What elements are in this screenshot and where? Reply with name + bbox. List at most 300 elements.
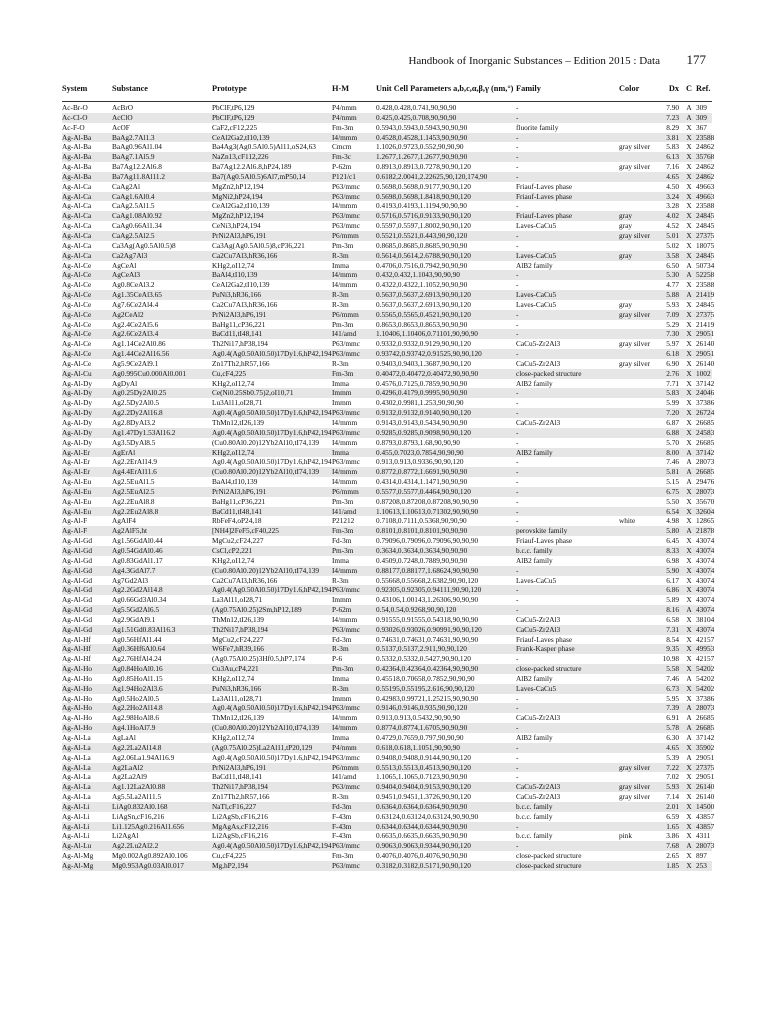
cell-unit-cell: 0.9132,0.9132,0.9140,90,90,120 bbox=[376, 408, 471, 418]
cell-c: A bbox=[686, 673, 692, 683]
cell-unit-cell: 0.63124,0.63124,0.63124,90,90,90 bbox=[376, 811, 479, 821]
cell-ref: 42157 bbox=[696, 634, 715, 644]
cell-dx: 6.59 bbox=[666, 811, 679, 821]
cell-family: - bbox=[516, 703, 519, 713]
cell-family: AlB2 family bbox=[516, 673, 553, 683]
cell-c: X bbox=[686, 319, 692, 329]
cell-prototype: Th2Ni17,hP38,194 bbox=[212, 782, 268, 792]
cell-c: X bbox=[686, 792, 692, 802]
cell-hm: P63/mmc bbox=[332, 181, 360, 191]
cell-substance: Ag1.94Ho2Al3.6 bbox=[112, 683, 163, 693]
cell-ref: 24845 bbox=[696, 299, 715, 309]
cell-prototype: CeAl2Ga2,tI10,139 bbox=[212, 201, 270, 211]
cell-prototype: KHg2,oI12,74 bbox=[212, 260, 255, 270]
cell-prototype: Ag0.4(Ag0.50Al0.50)17Dy1.6,hP42,194 bbox=[212, 841, 332, 851]
cell-dx: 4.52 bbox=[666, 221, 679, 231]
cell-prototype: BaHg11,cP36,221 bbox=[212, 496, 266, 506]
cell-prototype: MgCu2,cF24,227 bbox=[212, 634, 264, 644]
cell-unit-cell: 0.5943,0.5943,0.5943,90,90,90 bbox=[376, 122, 468, 132]
cell-system: Ag-Al-F bbox=[62, 516, 88, 526]
cell-substance: CaAg2.5Al2.5 bbox=[112, 230, 155, 240]
cell-unit-cell: 0.79096,0.79096,0.79096,90,90,90 bbox=[376, 536, 479, 546]
cell-substance: Ag3.5DyAl8.5 bbox=[112, 437, 156, 447]
cell-color: white bbox=[619, 516, 636, 526]
cell-system: Ag-Al-Ba bbox=[62, 152, 92, 162]
cell-c: A bbox=[686, 260, 692, 270]
cell-dx: 5.58 bbox=[666, 664, 679, 674]
cell-substance: Ag0.83GdAl1.17 bbox=[112, 555, 163, 565]
cell-unit-cell: 0.55195,0.55195,2.616,90,90,120 bbox=[376, 683, 475, 693]
cell-color: gray silver bbox=[619, 142, 651, 152]
cell-system: Ag-Al-Dy bbox=[62, 418, 92, 427]
cell-unit-cell: 0.4314,0.4314,1.1471,90,90,90 bbox=[376, 477, 468, 487]
cell-c: X bbox=[686, 240, 692, 250]
cell-prototype: La3Al11,oI28,71 bbox=[212, 693, 262, 703]
cell-c: X bbox=[686, 811, 692, 821]
cell-ref: 26685 bbox=[696, 723, 715, 733]
cell-c: X bbox=[686, 122, 692, 132]
cell-unit-cell: 0.45518,0.70658,0.7852,90,90,90 bbox=[376, 673, 475, 683]
table-row bbox=[62, 742, 715, 753]
cell-unit-cell: 0.4193,0.4193,1.1194,90,90,90 bbox=[376, 201, 467, 211]
cell-dx: 8.00 bbox=[666, 447, 679, 457]
cell-system: Ac-F-O bbox=[62, 122, 85, 132]
cell-ref: 29051 bbox=[696, 329, 715, 339]
cell-ref: 28073 bbox=[696, 703, 715, 713]
cell-substance: AcBrO bbox=[112, 103, 134, 112]
table-row bbox=[62, 447, 715, 458]
cell-prototype: KHg2,oI12,74 bbox=[212, 378, 255, 388]
cell-prototype: ThMn12,tI26,139 bbox=[212, 614, 264, 624]
cell-hm: Pm-3m bbox=[332, 545, 354, 555]
cell-system: Ag-Al-Gd bbox=[62, 575, 92, 585]
cell-ref: 26685 bbox=[696, 713, 715, 723]
cell-dx: 3.58 bbox=[666, 250, 679, 260]
cell-unit-cell: 0.425,0.425,0.708,90,90,90 bbox=[376, 112, 457, 122]
cell-hm: I4/mmm bbox=[332, 437, 358, 447]
cell-hm: R-3m bbox=[332, 299, 349, 309]
cell-unit-cell: 0.9451,0.9451,1.3726,90,90,120 bbox=[376, 792, 471, 802]
table-row bbox=[62, 201, 715, 211]
cell-unit-cell: 0.42364,0.42364,0.42364,90,90,90 bbox=[376, 664, 479, 674]
cell-hm: I4/mmm bbox=[332, 723, 358, 733]
cell-dx: 4.98 bbox=[666, 516, 679, 526]
cell-c: A bbox=[686, 723, 692, 733]
cell-family: - bbox=[516, 752, 519, 762]
cell-unit-cell: 0.5137,0.5137,2.911,90,90,120 bbox=[376, 644, 467, 654]
cell-color: gray silver bbox=[619, 309, 651, 319]
cell-c: X bbox=[686, 427, 692, 437]
cell-ref: 26685 bbox=[696, 467, 715, 477]
cell-ref: 27375 bbox=[696, 762, 715, 772]
cell-prototype: Ce(Ni0.25Sb0.75)2,oI10,71 bbox=[212, 388, 294, 398]
table-row bbox=[62, 457, 715, 467]
cell-substance: Ag0.54GdAl0.46 bbox=[112, 545, 163, 555]
table-row bbox=[62, 506, 715, 517]
table-row bbox=[62, 673, 715, 684]
cell-hm: Pm-3m bbox=[332, 240, 354, 250]
cell-substance: Ag4.1HoAl7.9 bbox=[112, 723, 156, 733]
table-row bbox=[62, 496, 715, 507]
cell-substance: Ag0.36Hf6Al0.64 bbox=[112, 644, 166, 654]
cell-family: b.c.c. family bbox=[516, 545, 553, 555]
cell-ref: 1002 bbox=[696, 368, 711, 378]
table-row bbox=[62, 664, 715, 674]
table-row bbox=[62, 811, 715, 822]
cell-c: X bbox=[686, 801, 692, 811]
cell-dx: 6.88 bbox=[666, 427, 679, 437]
cell-hm: Fd-3m bbox=[332, 801, 352, 811]
cell-system: Ag-Al-Ho bbox=[62, 683, 92, 693]
cell-c: X bbox=[686, 221, 692, 231]
table-row bbox=[62, 654, 715, 664]
cell-unit-cell: 0.5332,0.5332,0.5427,90,90,120 bbox=[376, 654, 471, 664]
table-row bbox=[62, 408, 715, 418]
cell-prototype: RbFeF4,oP24,18 bbox=[212, 516, 262, 526]
cell-dx: 6.17 bbox=[666, 575, 679, 585]
cell-ref: 54202 bbox=[696, 664, 715, 674]
cell-ref: 12865 bbox=[696, 516, 715, 526]
cell-color: pink bbox=[619, 831, 632, 841]
table-row bbox=[62, 575, 715, 586]
cell-substance: Ag2.5Dy2Al0.5 bbox=[112, 398, 160, 408]
cell-c: A bbox=[686, 703, 692, 713]
cell-c: A bbox=[686, 733, 692, 742]
cell-unit-cell: 0.42983,0.99721,1.25215,90,90,90 bbox=[376, 693, 479, 703]
cell-unit-cell: 0.55668,0.55668,2.6382,90,90,120 bbox=[376, 575, 479, 585]
cell-system: Ag-Al-La bbox=[62, 742, 91, 752]
cell-prototype: KHg2,oI12,74 bbox=[212, 673, 255, 683]
cell-substance: Ag2.2La2Al14.8 bbox=[112, 742, 162, 752]
cell-ref: 24583 bbox=[696, 427, 715, 437]
cell-unit-cell: 0.54,0.54,0.9268,90,90,120 bbox=[376, 605, 457, 615]
cell-dx: 5.99 bbox=[666, 398, 679, 408]
cell-substance: CaAg1.08Al0.92 bbox=[112, 211, 162, 221]
cell-color: gray silver bbox=[619, 762, 651, 772]
cell-system: Ag-Al-Ce bbox=[62, 290, 92, 300]
table-row bbox=[62, 782, 715, 792]
cell-ref: 37386 bbox=[696, 398, 715, 408]
cell-family: - bbox=[516, 201, 519, 211]
cell-c: X bbox=[686, 545, 692, 555]
cell-dx: 5.88 bbox=[666, 290, 679, 300]
table-row bbox=[62, 733, 715, 743]
cell-prototype: W6Fe7,hR39,166 bbox=[212, 644, 264, 654]
cell-dx: 6.58 bbox=[666, 614, 679, 624]
cell-prototype: CeNi3,hP24,194 bbox=[212, 221, 261, 231]
cell-substance: Ag0.995Cu0.000Al0.001 bbox=[112, 368, 186, 378]
cell-c: X bbox=[686, 418, 692, 427]
cell-unit-cell: 0.432,0.432,1.1043,90,90,90 bbox=[376, 270, 460, 280]
cell-c: X bbox=[686, 536, 692, 546]
cell-system: Ag-Al-Gd bbox=[62, 624, 92, 634]
cell-unit-cell: 0.88177,0.88177,1.68624,90,90,90 bbox=[376, 565, 479, 575]
table-row bbox=[62, 113, 712, 123]
cell-family: - bbox=[516, 240, 519, 250]
cell-c: X bbox=[686, 299, 692, 309]
cell-hm: P-6 bbox=[332, 654, 343, 664]
cell-dx: 6.13 bbox=[666, 152, 679, 162]
cell-unit-cell: 0.9332,0.9332,0.9129,90,90,120 bbox=[376, 339, 471, 349]
cell-ref: 26140 bbox=[696, 358, 715, 368]
cell-unit-cell: 0.4528,0.4528,1.1453,90,90,90 bbox=[376, 132, 468, 142]
cell-family: - bbox=[516, 654, 519, 664]
cell-dx: 3.28 bbox=[666, 201, 679, 211]
cell-c: X bbox=[686, 782, 692, 792]
cell-family: - bbox=[516, 132, 519, 142]
cell-ref: 24845 bbox=[696, 211, 715, 221]
cell-dx: 7.46 bbox=[666, 673, 679, 683]
cell-system: Ag-Al-Er bbox=[62, 447, 90, 457]
table-row bbox=[62, 536, 715, 546]
cell-dx: 9.35 bbox=[666, 644, 679, 654]
cell-system: Ag-Al-Eu bbox=[62, 477, 92, 487]
cell-unit-cell: 0.9403,0.9403,1.3687,90,90,120 bbox=[376, 358, 471, 368]
cell-prototype: MgZn2,hP12,194 bbox=[212, 211, 264, 221]
cell-unit-cell: 0.5597,0.5597,1.8002,90,90,120 bbox=[376, 221, 471, 231]
cell-ref: 26140 bbox=[696, 792, 715, 802]
cell-unit-cell: 0.5565,0.5565,0.4521,90,90,120 bbox=[376, 309, 471, 319]
cell-dx: 7.16 bbox=[666, 162, 679, 172]
cell-prototype: (Cu0.80Al0.20)12Yb2Al10,tI74,139 bbox=[212, 723, 320, 733]
cell-unit-cell: 0.6635,0.6635,0.6635,90,90,90 bbox=[376, 831, 468, 841]
cell-prototype: PuNi3,hR36,166 bbox=[212, 683, 262, 693]
cell-prototype: NaTl,cF16,227 bbox=[212, 801, 257, 811]
cell-substance: Ag0.56HfAl1.44 bbox=[112, 634, 162, 644]
cell-ref: 26685 bbox=[696, 437, 715, 447]
cell-c: X bbox=[686, 742, 692, 752]
cell-prototype: BaCd11,tI48,141 bbox=[212, 329, 262, 339]
cell-family: - bbox=[516, 585, 519, 595]
cell-c: X bbox=[686, 132, 692, 142]
cell-prototype: Cu,cF4,225 bbox=[212, 368, 247, 378]
cell-ref: 38104 bbox=[696, 614, 715, 624]
cell-system: Ag-Al-Ce bbox=[62, 299, 92, 309]
cell-family: close-packed structure bbox=[516, 860, 582, 870]
cell-system: Ac-Cl-O bbox=[62, 112, 88, 122]
cell-dx: 6.18 bbox=[666, 349, 679, 359]
cell-dx: 1.65 bbox=[666, 821, 679, 831]
cell-prototype: (Cu0.80Al0.20)12Yb2Al10,tI74,139 bbox=[212, 467, 320, 477]
cell-dx: 7.09 bbox=[666, 309, 679, 319]
cell-system: Ag-Al-Ca bbox=[62, 191, 92, 201]
cell-substance: Li1.125Ag0.216Al1.656 bbox=[112, 821, 184, 831]
cell-ref: 23588 bbox=[696, 201, 715, 211]
cell-color: gray bbox=[619, 250, 632, 260]
cell-c: A bbox=[686, 457, 692, 467]
cell-c: X bbox=[686, 624, 692, 634]
cell-dx: 4.77 bbox=[666, 280, 679, 290]
cell-hm: P63/mmc bbox=[332, 703, 360, 713]
cell-family: - bbox=[516, 605, 519, 615]
cell-color: gray silver bbox=[619, 792, 651, 802]
cell-system: Ag-Al-Hf bbox=[62, 634, 91, 644]
cell-hm: P63/mmc bbox=[332, 457, 360, 467]
cell-system: Ag-Al-Gd bbox=[62, 595, 92, 605]
cell-unit-cell: 0.9408,0.9408,0.9144,90,90,120 bbox=[376, 752, 471, 762]
cell-dx: 5.29 bbox=[666, 319, 679, 329]
table-row bbox=[62, 605, 715, 615]
cell-family: AlB2 family bbox=[516, 733, 553, 742]
cell-c: X bbox=[686, 191, 692, 201]
col-system: System bbox=[62, 84, 88, 93]
cell-color: gray silver bbox=[619, 339, 651, 349]
cell-dx: 7.22 bbox=[666, 762, 679, 772]
table-row bbox=[62, 211, 715, 221]
cell-hm: P63/mmc bbox=[332, 752, 360, 762]
cell-substance: Ag2.2ErAl14.9 bbox=[112, 457, 157, 467]
table-row bbox=[62, 555, 715, 566]
cell-dx: 10.98 bbox=[662, 654, 679, 664]
cell-dx: 4.50 bbox=[666, 181, 679, 191]
cell-ref: 367 bbox=[696, 122, 707, 132]
cell-c: X bbox=[686, 683, 692, 693]
cell-c: X bbox=[686, 152, 692, 162]
cell-system: Ag-Al-Dy bbox=[62, 427, 92, 437]
cell-prototype: PbClF,tP6,129 bbox=[212, 112, 255, 122]
cell-hm: Cmcm bbox=[332, 142, 352, 152]
cell-family: - bbox=[516, 270, 519, 280]
cell-dx: 2.76 bbox=[666, 368, 679, 378]
cell-prototype: (Ag0.75Al0.25)3Hf0.5,hP7,174 bbox=[212, 654, 306, 664]
cell-family: - bbox=[516, 693, 519, 703]
cell-system: Ag-Al-Eu bbox=[62, 486, 92, 496]
cell-system: Ag-Al-Ce bbox=[62, 280, 92, 290]
table-row bbox=[62, 329, 715, 339]
cell-hm: Fm-3m bbox=[332, 526, 354, 536]
cell-hm: I4/mmm bbox=[332, 280, 358, 290]
cell-prototype: CeAl2Ga2,tI10,139 bbox=[212, 132, 270, 142]
cell-substance: Ca3Ag(Ag0.5Al0.5)8 bbox=[112, 240, 176, 250]
cell-system: Ag-Al-Gd bbox=[62, 605, 92, 615]
table-row bbox=[62, 841, 715, 851]
cell-unit-cell: 0.74631,0.74631,0.74631,90,90,90 bbox=[376, 634, 479, 644]
cell-substance: Ag2.9GdAl9.1 bbox=[112, 614, 156, 624]
cell-c: X bbox=[686, 575, 692, 585]
cell-ref: 18075 bbox=[696, 240, 715, 250]
cell-ref: 28073 bbox=[696, 457, 715, 467]
cell-hm: I41/amd bbox=[332, 329, 357, 339]
cell-prototype: Ca2Cu7Al3,hR36,166 bbox=[212, 299, 278, 309]
cell-system: Ag-Al-Dy bbox=[62, 388, 92, 398]
cell-system: Ag-Al-Gd bbox=[62, 585, 92, 595]
cell-c: X bbox=[686, 565, 692, 575]
cell-c: X bbox=[686, 821, 692, 831]
cell-ref: 29051 bbox=[696, 349, 715, 359]
cell-unit-cell: 0.4076,0.4076,0.4076,90,90,90 bbox=[376, 851, 468, 861]
cell-ref: 35902 bbox=[696, 742, 715, 752]
table-row bbox=[62, 369, 712, 379]
table-row bbox=[62, 427, 715, 438]
cell-c: X bbox=[686, 171, 692, 181]
cell-system: Ag-Al-Dy bbox=[62, 378, 92, 388]
cell-dx: 7.20 bbox=[666, 408, 679, 418]
cell-substance: LiAgSn,cF16,216 bbox=[112, 811, 165, 821]
cell-prototype: Zn17Th2,hR57,166 bbox=[212, 792, 270, 802]
cell-ref: 897 bbox=[696, 851, 707, 861]
cell-system: Ag-Al-Ba bbox=[62, 162, 92, 172]
cell-substance: LiAg0.832Al0.168 bbox=[112, 801, 168, 811]
cell-unit-cell: 0.4302,0.9981,1.253,90,90,90 bbox=[376, 398, 464, 408]
cell-hm: F-43m bbox=[332, 821, 352, 831]
cell-prototype: MgNi2,hP24,194 bbox=[212, 191, 263, 201]
cell-prototype: BaAl4,tI10,139 bbox=[212, 270, 258, 280]
cell-unit-cell: 0.8653,0.8653,0.8653,90,90,90 bbox=[376, 319, 468, 329]
cell-c: A bbox=[686, 467, 692, 477]
cell-ref: 21419 bbox=[696, 290, 715, 300]
cell-hm: I4/mmm bbox=[332, 477, 358, 487]
cell-hm: P4/nmm bbox=[332, 742, 357, 752]
cell-hm: P63/mmc bbox=[332, 191, 360, 201]
cell-family: Laves-CaCu5 bbox=[516, 221, 557, 231]
cell-family: Friauf-Laves phase bbox=[516, 634, 573, 644]
table-row bbox=[62, 792, 715, 802]
cell-dx: 6.45 bbox=[666, 536, 679, 546]
cell-c: A bbox=[686, 112, 692, 122]
cell-family: CaCu5-Zr2Al3 bbox=[516, 339, 561, 349]
cell-ref: 35768 bbox=[696, 152, 715, 162]
table-row bbox=[62, 349, 715, 359]
cell-ref: 24862 bbox=[696, 162, 715, 172]
cell-c: A bbox=[686, 477, 692, 487]
cell-family: Laves-CaCu5 bbox=[516, 250, 557, 260]
cell-family: - bbox=[516, 506, 519, 516]
cell-hm: Immm bbox=[332, 398, 352, 408]
cell-c: X bbox=[686, 211, 692, 221]
cell-system: Ag-Al-Dy bbox=[62, 437, 92, 447]
cell-ref: 50734 bbox=[696, 260, 715, 270]
cell-system: Ag-Al-Ho bbox=[62, 723, 92, 733]
cell-substance: Ag1.44Ce2Al16.56 bbox=[112, 349, 170, 359]
cell-ref: 27375 bbox=[696, 309, 715, 319]
cell-prototype: Cu,cF4,225 bbox=[212, 851, 247, 861]
cell-unit-cell: 1.1065,1.1065,0.7123,90,90,90 bbox=[376, 772, 468, 782]
cell-system: Ag-Al-Gd bbox=[62, 555, 92, 565]
table-row bbox=[62, 467, 715, 477]
cell-c: A bbox=[686, 605, 692, 615]
cell-system: Ac-Br-O bbox=[62, 103, 88, 112]
cell-hm: Imma bbox=[332, 733, 350, 742]
cell-dx: 7.39 bbox=[666, 703, 679, 713]
cell-c: X bbox=[686, 398, 692, 408]
cell-hm: P6/mmm bbox=[332, 486, 359, 496]
cell-family: - bbox=[516, 103, 519, 112]
cell-family: close-packed structure bbox=[516, 664, 582, 674]
cell-hm: P63/mmc bbox=[332, 349, 360, 359]
cell-substance: Ag1.12La2Al0.88 bbox=[112, 782, 166, 792]
cell-hm: P63/mmc bbox=[332, 211, 360, 221]
cell-prototype: ThMn12,tI26,139 bbox=[212, 418, 264, 427]
cell-substance: Ag0.5Ho2Al0.5 bbox=[112, 693, 160, 703]
cell-dx: 5.50 bbox=[666, 496, 679, 506]
cell-hm: I4/mmm bbox=[332, 614, 358, 624]
cell-ref: 43074 bbox=[696, 624, 715, 634]
cell-system: Ag-Al-Li bbox=[62, 821, 90, 831]
cell-ref: 37142 bbox=[696, 447, 715, 457]
cell-c: X bbox=[686, 664, 692, 674]
cell-prototype: PrNi2Al3,hP6,191 bbox=[212, 486, 267, 496]
table-row bbox=[62, 378, 715, 389]
table-row bbox=[62, 437, 715, 448]
cell-unit-cell: 0.5614,0.5614,2.6788,90,90,120 bbox=[376, 250, 471, 260]
cell-dx: 5.83 bbox=[666, 142, 679, 152]
cell-unit-cell: 0.8913,0.8913,0.7278,90,90,120 bbox=[376, 162, 471, 172]
cell-hm: Fm-3m bbox=[332, 122, 354, 132]
table-row bbox=[62, 644, 715, 654]
cell-dx: 7.90 bbox=[666, 103, 679, 112]
cell-dx: 5.89 bbox=[666, 595, 679, 605]
cell-system: Ag-Al-Eu bbox=[62, 506, 92, 516]
